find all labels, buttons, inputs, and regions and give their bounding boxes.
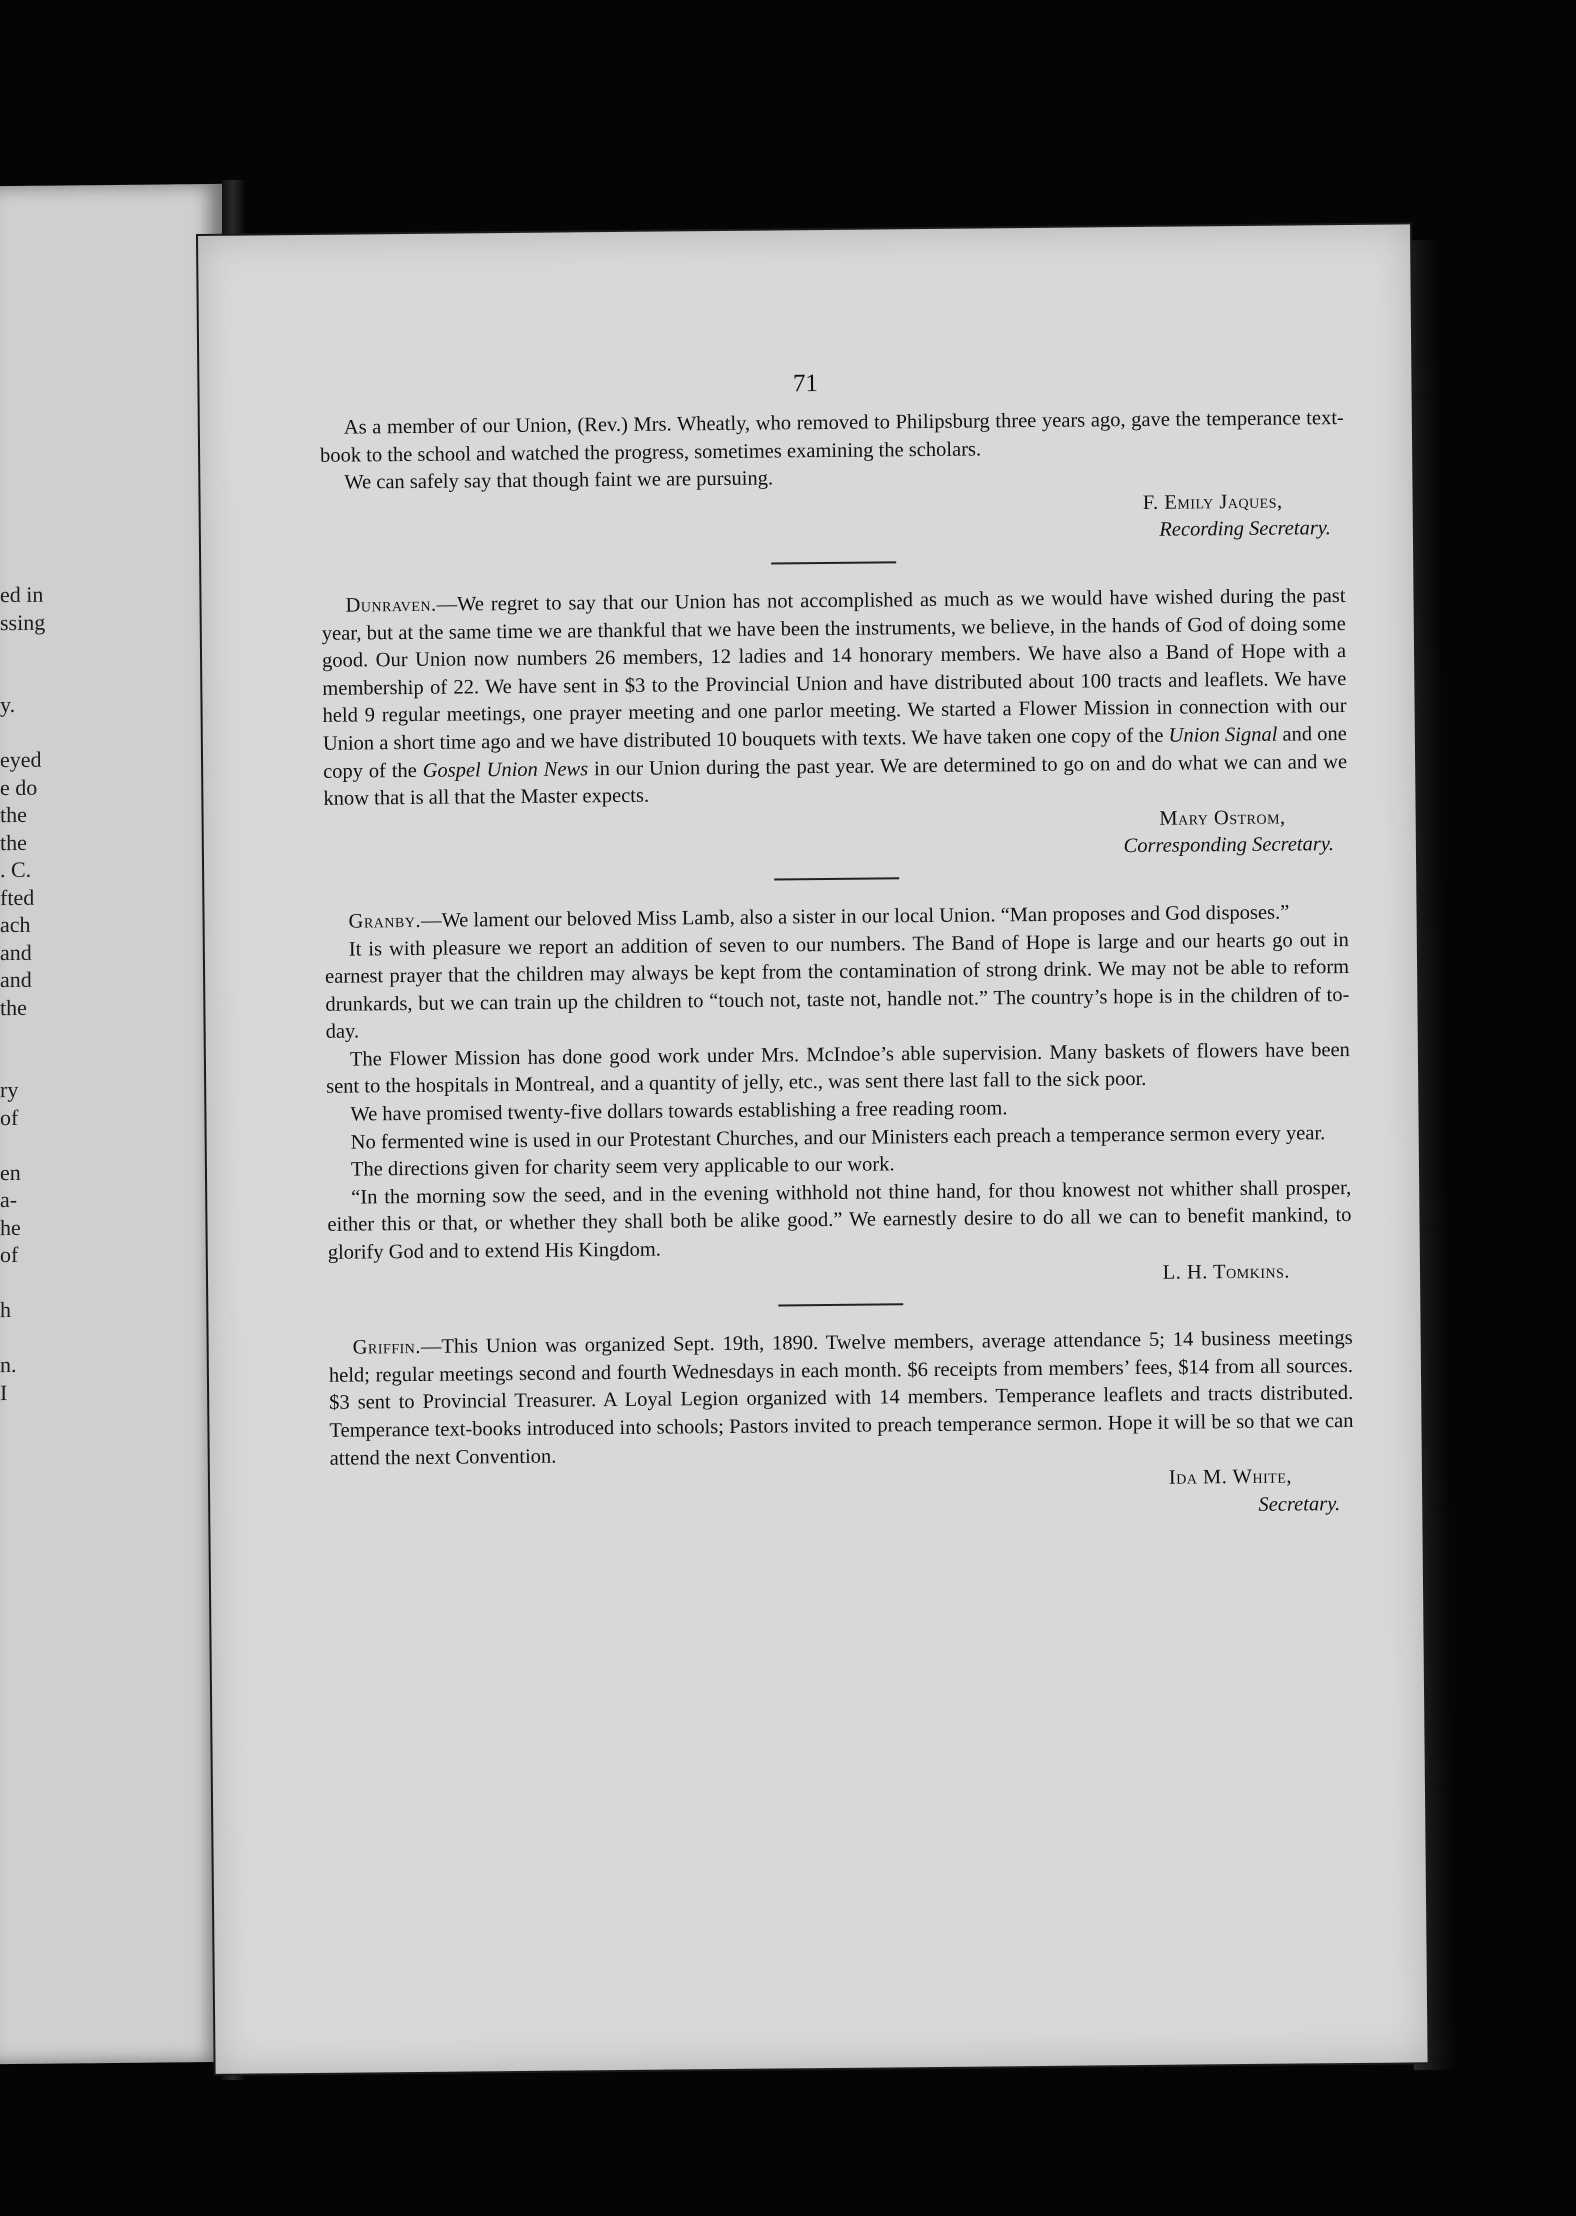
section-separator	[771, 561, 896, 564]
paragraph: It is with pleasure we report an addition of seven to our numbers. The Band of Hope is large and our hearts go out in earnest prayer that the children may always be kept from the contamination of strong drink. We may not be able to reform drunkards, but we can train up the children to “touch not, taste not, handle not.” The country’s hope is in the children of to-day.	[325, 928, 1350, 1044]
left-fragment: en	[0, 1159, 21, 1185]
left-page	[0, 184, 222, 2064]
paragraph	[321, 583, 1347, 814]
signature-name: Mary Ostrom,	[1159, 806, 1286, 830]
left-fragment: ssing	[0, 609, 46, 635]
section-philipsburg	[320, 405, 1345, 553]
signature-name: Ida M. White,	[1168, 1465, 1293, 1489]
section-lead: Granby.	[348, 909, 422, 933]
paragraph-text: —We regret to say that our Union has not accomplished as much as we would have wished during the past year, but at the same time we are thankful that we have been the instruments, we believe, in the hands of God of doing some good. Our Union now numbers 26 members, 12 ladies and 14 honorary members. We have also a Band of Hope with a membership of 22. We have sent in $3 to the Provincial Union and have distributed about 100 tracts and leaflets. We have held 9 regular meetings, one prayer meeting and one parlor meeting. We started a Flower Mission in connection with our Union a short time ago and we have distributed 10 bouquets with texts. We have taken one copy of the	[321, 584, 1347, 755]
left-fragment: a-	[0, 1186, 18, 1213]
left-fragment: I	[0, 1379, 8, 1405]
section-lead: Griffin.	[352, 1336, 422, 1359]
left-fragment: . C.	[0, 856, 32, 883]
section-dunraven	[321, 583, 1348, 869]
left-fragment: the	[0, 994, 27, 1020]
paragraph	[329, 1325, 1354, 1473]
signature-title: Corresponding Secretary.	[1123, 833, 1334, 858]
left-fragment: ed in	[0, 581, 44, 608]
left-fragment: and	[0, 939, 32, 965]
left-fragment: ry	[0, 1076, 19, 1103]
signature-title: Recording Secretary.	[1159, 517, 1331, 542]
left-page-text-fragments	[0, 581, 60, 1407]
left-fragment: fted	[0, 884, 35, 910]
left-fragment	[0, 636, 60, 664]
signature-name: L. H. Tomkins.	[1162, 1260, 1291, 1284]
signature-name: F. Emily Jaques,	[1142, 490, 1283, 514]
section-granby	[324, 899, 1352, 1295]
left-fragment: n.	[0, 1351, 17, 1378]
section-griffin	[329, 1325, 1355, 1528]
left-fragment: h	[0, 1297, 11, 1323]
left-fragment: of	[0, 1241, 19, 1268]
publication-title: Gospel Union News	[422, 757, 589, 782]
publication-title: Union Signal	[1168, 723, 1278, 747]
paragraph: We have promised twenty-five dollars towards establishing a free reading room.	[350, 1097, 1008, 1126]
left-fragment: eyed	[0, 746, 42, 773]
left-fragment	[0, 663, 60, 691]
left-fragment	[0, 1131, 60, 1159]
page-number: 71	[792, 370, 819, 398]
paragraph: No fermented wine is used in our Protestant Churches, and our Ministers each preach a temperance sermon every year.	[350, 1121, 1326, 1154]
left-fragment: the	[0, 829, 27, 855]
left-fragment: of	[0, 1104, 19, 1130]
page-content	[320, 405, 1355, 1528]
left-fragment: he	[0, 1214, 21, 1240]
paragraph: As a member of our Union, (Rev.) Mrs. Wheatly, who removed to Philipsburg three years ago, gave the temperance text-book to the school and watched the progress, sometimes examining the scholars.	[320, 407, 1344, 467]
left-fragment: and	[0, 966, 32, 993]
left-fragment	[0, 718, 60, 746]
paragraph: “In the morning sow the seed, and in the evening withhold not thine hand, for thou knowest not whither shall prosper, either this or that, or whether they shall both be alike good.” We earnestly desire to do all we can to benefit mankind, to glorify God and to extend His Kingdom.	[327, 1176, 1352, 1264]
left-fragment: y.	[0, 692, 16, 718]
left-fragment: ach	[0, 911, 31, 938]
left-fragment	[0, 1268, 60, 1296]
left-fragment: the	[0, 801, 27, 828]
signature-title: Secretary.	[1258, 1492, 1341, 1516]
right-page	[198, 224, 1428, 2074]
paragraph: The directions given for charity seem very applicable to our work.	[350, 1153, 895, 1181]
paragraph-text: —This Union was organized Sept. 19th, 1890. Twelve members, average attendance 5; 14 business meetings held; regular meetings second and fourth Wednesdays in each month. $6 receipts from members’ fees, $14 from all sources. $3 sent to Provincial Treasurer. A Loyal Legion organized with 14 members. Temperance leaflets and tracts distributed. Temperance text-books introduced into schools; Pastors invited to preach temperance sermon. Hope it will be so that we can attend the next Convention.	[328, 1327, 1354, 1470]
left-fragment	[0, 1323, 60, 1351]
paragraph-text: and one copy of the	[323, 722, 1347, 783]
paragraph: We can safely say that though faint we are pursuing.	[344, 467, 774, 494]
section-lead: Dunraven.	[345, 593, 437, 617]
paragraph: The Flower Mission has done good work under Mrs. McIndoe’s able supervision. Many baskets of flowers have been sent to the hospitals in Montreal, and a quantity of jelly, etc., was sent there last fall to the sick poor.	[326, 1038, 1350, 1099]
paragraph-text: in our Union during the past year. We are determined to go on and do what we can and we know that is all that the Master expects.	[323, 750, 1348, 810]
left-fragment	[0, 1048, 60, 1076]
left-fragment: e do	[0, 774, 38, 800]
section-separator	[774, 877, 899, 880]
paragraph-text: —We lament our beloved Miss Lamb, also a sister in our local Union. “Man proposes and God disposes.”	[420, 901, 1290, 932]
left-fragment	[0, 1021, 60, 1049]
section-separator	[778, 1304, 903, 1307]
